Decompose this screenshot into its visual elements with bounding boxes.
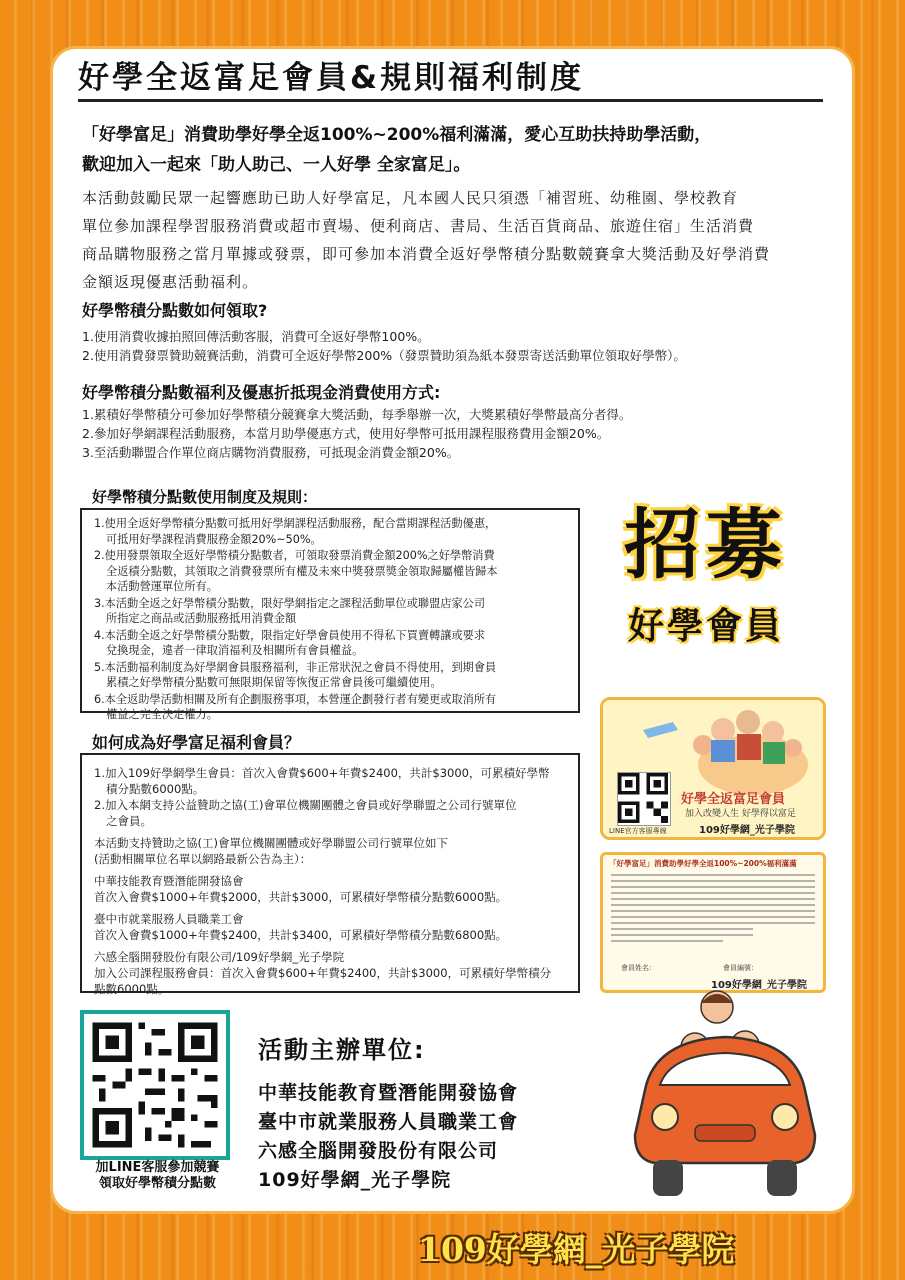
intro-section bbox=[82, 120, 842, 296]
list-item: 3.至活動聯盟合作單位商店購物消費服務，可抵現金消費金額20%。 bbox=[82, 445, 460, 460]
intro-lead-1: 「好學富足」消費助學好學全返100%~200%福利滿滿，愛心互助扶持助學活動， bbox=[82, 125, 712, 145]
card-back-text-lines bbox=[603, 871, 823, 961]
benefits-list bbox=[82, 405, 631, 462]
rule-line: 5.本活動福利制度為好學網會員服務福利，非正常狀況之會員不得使用，到期會員 bbox=[94, 660, 497, 674]
org-name: 六感全腦開發股份有限公司/109好學網_光子學院 bbox=[94, 950, 345, 964]
card-qr-caption: LINE官方客服專線 bbox=[609, 827, 667, 835]
card-tagline: 加入改變人生 好學得以富足 bbox=[685, 809, 796, 819]
member-card-back bbox=[600, 852, 826, 993]
rule-line: 所指定之商品或活動服務抵用消費金額 bbox=[106, 612, 297, 625]
org-fee: 點數6000點。 bbox=[94, 982, 170, 996]
list-item: 1.累積好學幣積分可參加好學幣積分競賽拿大獎活動，每季舉辦一次，大獎累積好學幣最高分者得。 bbox=[82, 407, 632, 422]
card-qr-icon bbox=[617, 772, 671, 826]
membership-line: 2.加入本網支持公益贊助之協(工)會單位機關團體之會員或好學聯盟之公司行號單位 bbox=[94, 798, 517, 812]
card-back-brand: 109好學網_光子學院 bbox=[711, 980, 807, 991]
rule-item bbox=[94, 628, 570, 659]
organizer-name: 六感全腦開發股份有限公司 bbox=[258, 1140, 499, 1162]
section-heading-claim: 好學幣積分點數如何領取? bbox=[82, 301, 268, 320]
organizer-name: 臺中市就業服務人員職業工會 bbox=[258, 1111, 519, 1133]
org-entry bbox=[94, 949, 570, 997]
claim-list bbox=[82, 327, 686, 365]
membership-line: 積分點數6000點。 bbox=[106, 782, 205, 796]
line-qr-code[interactable] bbox=[80, 1010, 230, 1160]
intro-body-line: 金額返現優惠活動福利。 bbox=[82, 273, 259, 291]
org-name: 中華技能教育暨潛能開發協會 bbox=[94, 874, 244, 888]
section-heading-benefits: 好學幣積分點數福利及優惠折抵現金消費使用方式: bbox=[82, 383, 441, 402]
membership-note bbox=[94, 835, 570, 867]
org-fee: 首次入會費$1000+年費$2000，共計$3000，可累積好學幣積分點數6000點。 bbox=[94, 890, 508, 904]
rule-item bbox=[94, 548, 570, 595]
membership-item bbox=[94, 797, 570, 829]
list-item: 2.使用消費發票贊助競賽活動，消費可全返好學幣200%（發票贊助須為紙本發票寄送活動單位領取好學幣）。 bbox=[82, 348, 686, 363]
membership-line: 之會員。 bbox=[106, 814, 152, 828]
intro-lead-2: 歡迎加入一起來「助人助己、一人好學 全家富足」。 bbox=[82, 155, 471, 175]
list-item: 1.使用消費收據拍照回傳活動客服，消費可全返好學幣100%。 bbox=[82, 329, 430, 344]
organizers-heading: 活動主辦單位: bbox=[258, 1036, 426, 1064]
rule-item bbox=[94, 660, 570, 691]
card-back-lead: 「好學富足」消費助學好學全返100%~200%福利滿滿 bbox=[609, 859, 797, 868]
section-heading-membership: 如何成為好學富足福利會員？ bbox=[92, 733, 301, 752]
rule-line: 累積之好學幣積分點數可無限期保留等恢復正常會員後可繼續使用。 bbox=[106, 676, 442, 689]
intro-body-line: 單位參加課程學習服務消費或超市賣場、便利商店、書局、生活百貨商品、旅遊住宿」生活消費 bbox=[82, 217, 755, 235]
qr-caption bbox=[80, 1160, 235, 1192]
organizer-name: 109好學網_光子學院 bbox=[258, 1169, 452, 1191]
rule-item bbox=[94, 516, 570, 547]
qr-caption-line: 加LINE客服參加競賽 bbox=[95, 1160, 220, 1175]
family-car-illustration bbox=[625, 985, 825, 1210]
organizers-list bbox=[258, 1079, 518, 1195]
page-title: 好學全返富足會員&規則福利制度 bbox=[78, 60, 585, 96]
org-fee: 首次入會費$1000+年費$2400，共計$3400，可累積好學幣積分點數6800點。 bbox=[94, 928, 508, 942]
rule-line: 6.本全返助學活動相關及所有企劃服務事項，本營運企劃發行者有變更或取消所有 bbox=[94, 692, 497, 706]
org-name: 臺中市就業服務人員職業工會 bbox=[94, 912, 244, 926]
recruit-subtitle: 好學會員 bbox=[627, 606, 784, 647]
rule-line: 本活動營運單位所有。 bbox=[106, 580, 218, 593]
recruit-banner bbox=[596, 500, 816, 649]
membership-note-line: 本活動支持贊助之協(工)會單位機關團體或好學聯盟公司行號單位如下 bbox=[94, 836, 448, 850]
card-title: 好學全返富足會員 bbox=[681, 792, 786, 807]
card-back-field-name: 會員姓名： bbox=[621, 964, 656, 972]
org-entry bbox=[94, 911, 570, 943]
rule-line: 可抵用好學課程消費服務金額20%~50%。 bbox=[106, 532, 322, 546]
rule-line: 1.使用全返好學幣積分點數可抵用好學網課程活動服務，配合當期課程活動優惠， bbox=[94, 517, 497, 530]
rule-line: 全返積分點數，其領取之消費發票所有權及未來中獎發票獎金領取歸屬權皆歸本 bbox=[106, 564, 498, 578]
rule-item bbox=[94, 596, 570, 627]
membership-box bbox=[80, 753, 580, 996]
qr-caption-line: 領取好學幣積分點數 bbox=[98, 1176, 216, 1191]
intro-body bbox=[82, 184, 842, 296]
recruit-title: 招募 bbox=[624, 500, 788, 589]
rule-line: 4.本活動全返之好學幣積分點數，限指定好學會員使用不得私下買賣轉讓或要求 bbox=[94, 628, 486, 642]
membership-line: 1.加入109好學網學生會員：首次入會費$600+年費$2400，共計$3000，可累積好學幣 bbox=[94, 766, 550, 780]
rule-item bbox=[94, 692, 570, 723]
intro-body-line: 本活動鼓勵民眾一起響應助已助人好學富足，凡本國人民只須憑「補習班、幼稚園、學校教育 bbox=[82, 189, 739, 207]
card-brand: 109好學網_光子學院 bbox=[699, 825, 795, 836]
member-card-front bbox=[600, 697, 826, 840]
membership-item bbox=[94, 765, 570, 797]
org-fee: 加入公司課程服務會員：首次入會費$600+年費$2400，共計$3000，可累積好學幣積分 bbox=[94, 966, 552, 980]
organizers-section bbox=[258, 1030, 518, 1195]
section-heading-rules: 好學幣積分點數使用制度及規則： bbox=[92, 488, 318, 506]
membership-note-line: (活動相關單位名單以網路最新公告為主）： bbox=[94, 852, 312, 866]
footer-brand: 109好學網_光子學院 bbox=[418, 1230, 735, 1269]
rule-line: 3.本活動全返之好學幣積分點數，限好學網指定之課程活動單位或聯盟店家公司 bbox=[94, 596, 486, 610]
intro-body-line: 商品購物服務之當月單據或發票，即可參加本消費全返好學幣積分點數競賽拿大獎活動及好學消費 bbox=[82, 245, 771, 263]
qr-code-icon bbox=[86, 1016, 224, 1154]
rule-line: 2.使用發票領取全返好學幣積分點數者，可領取發票消費金額200%之好學幣消費 bbox=[94, 549, 495, 562]
rules-box bbox=[80, 508, 580, 721]
list-item: 2.參加好學網課程活動服務，本當月助學優惠方式，使用好學幣可抵用課程服務費用金額20%。 bbox=[82, 426, 610, 441]
org-entry bbox=[94, 873, 570, 905]
rule-line: 兌換現金，違者一律取消福利及相關所有會員權益。 bbox=[106, 644, 364, 657]
title-underline bbox=[78, 99, 823, 102]
card-back-field-number: 會員編號： bbox=[723, 964, 758, 972]
organizer-name: 中華技能教育暨潛能開發協會 bbox=[258, 1082, 519, 1104]
rule-line: 權益之完全決定權力。 bbox=[106, 708, 218, 721]
